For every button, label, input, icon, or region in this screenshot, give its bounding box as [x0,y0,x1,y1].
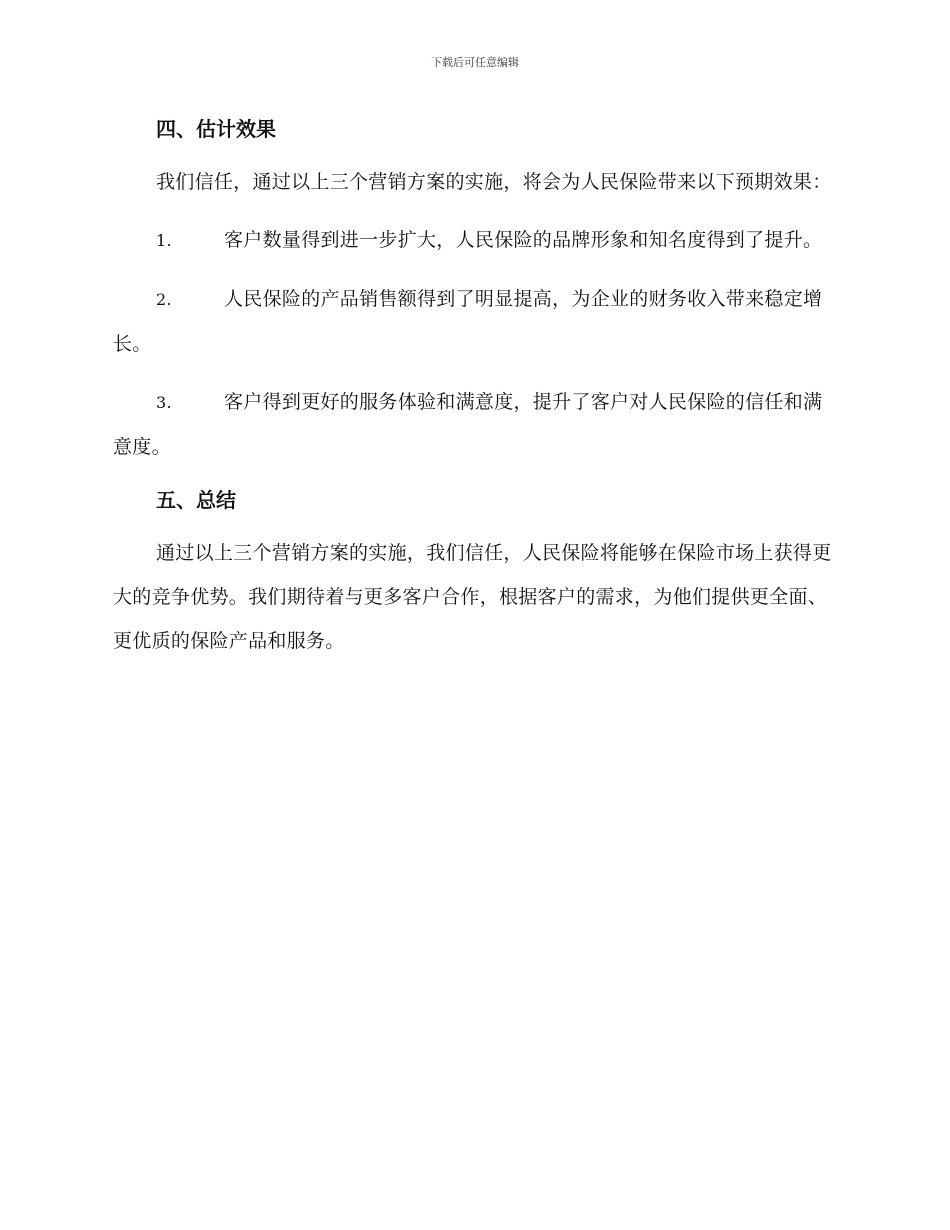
list-item [113,277,833,366]
list-item-text: 客户数量得到进一步扩大，人民保险的品牌形象和知名度得到了提升。 [224,229,823,251]
list-item-number: 3. [156,393,172,412]
section4-title: 四、估计效果 [156,117,276,141]
section5-title: 五、总结 [156,488,236,512]
section4-intro: 我们信任，通过以上三个营销方案的实施，将会为人民保险带来以下预期效果： [156,171,832,193]
list-item-number: 1. [156,231,172,250]
list-item [113,380,833,469]
section5-body: 通过以上三个营销方案的实施，我们信任，人民保险将能够在保险市场上获得更大的竞争优势。我们期待着与更多客户合作，根据客户的需求，为他们提供更全面、更优质的保险产品和服务。 [113,542,832,652]
document-content [113,112,833,663]
header-note: 下载后可任意编辑 [431,56,519,69]
list-item [113,218,833,263]
list-item-text: 客户得到更好的服务体验和满意度，提升了客户对人民保险的信任和满意度。 [113,391,823,458]
list-item-number: 2. [156,290,172,309]
list-item-text: 人民保险的产品销售额得到了明显提高，为企业的财务收入带来稳定增长。 [113,288,823,355]
